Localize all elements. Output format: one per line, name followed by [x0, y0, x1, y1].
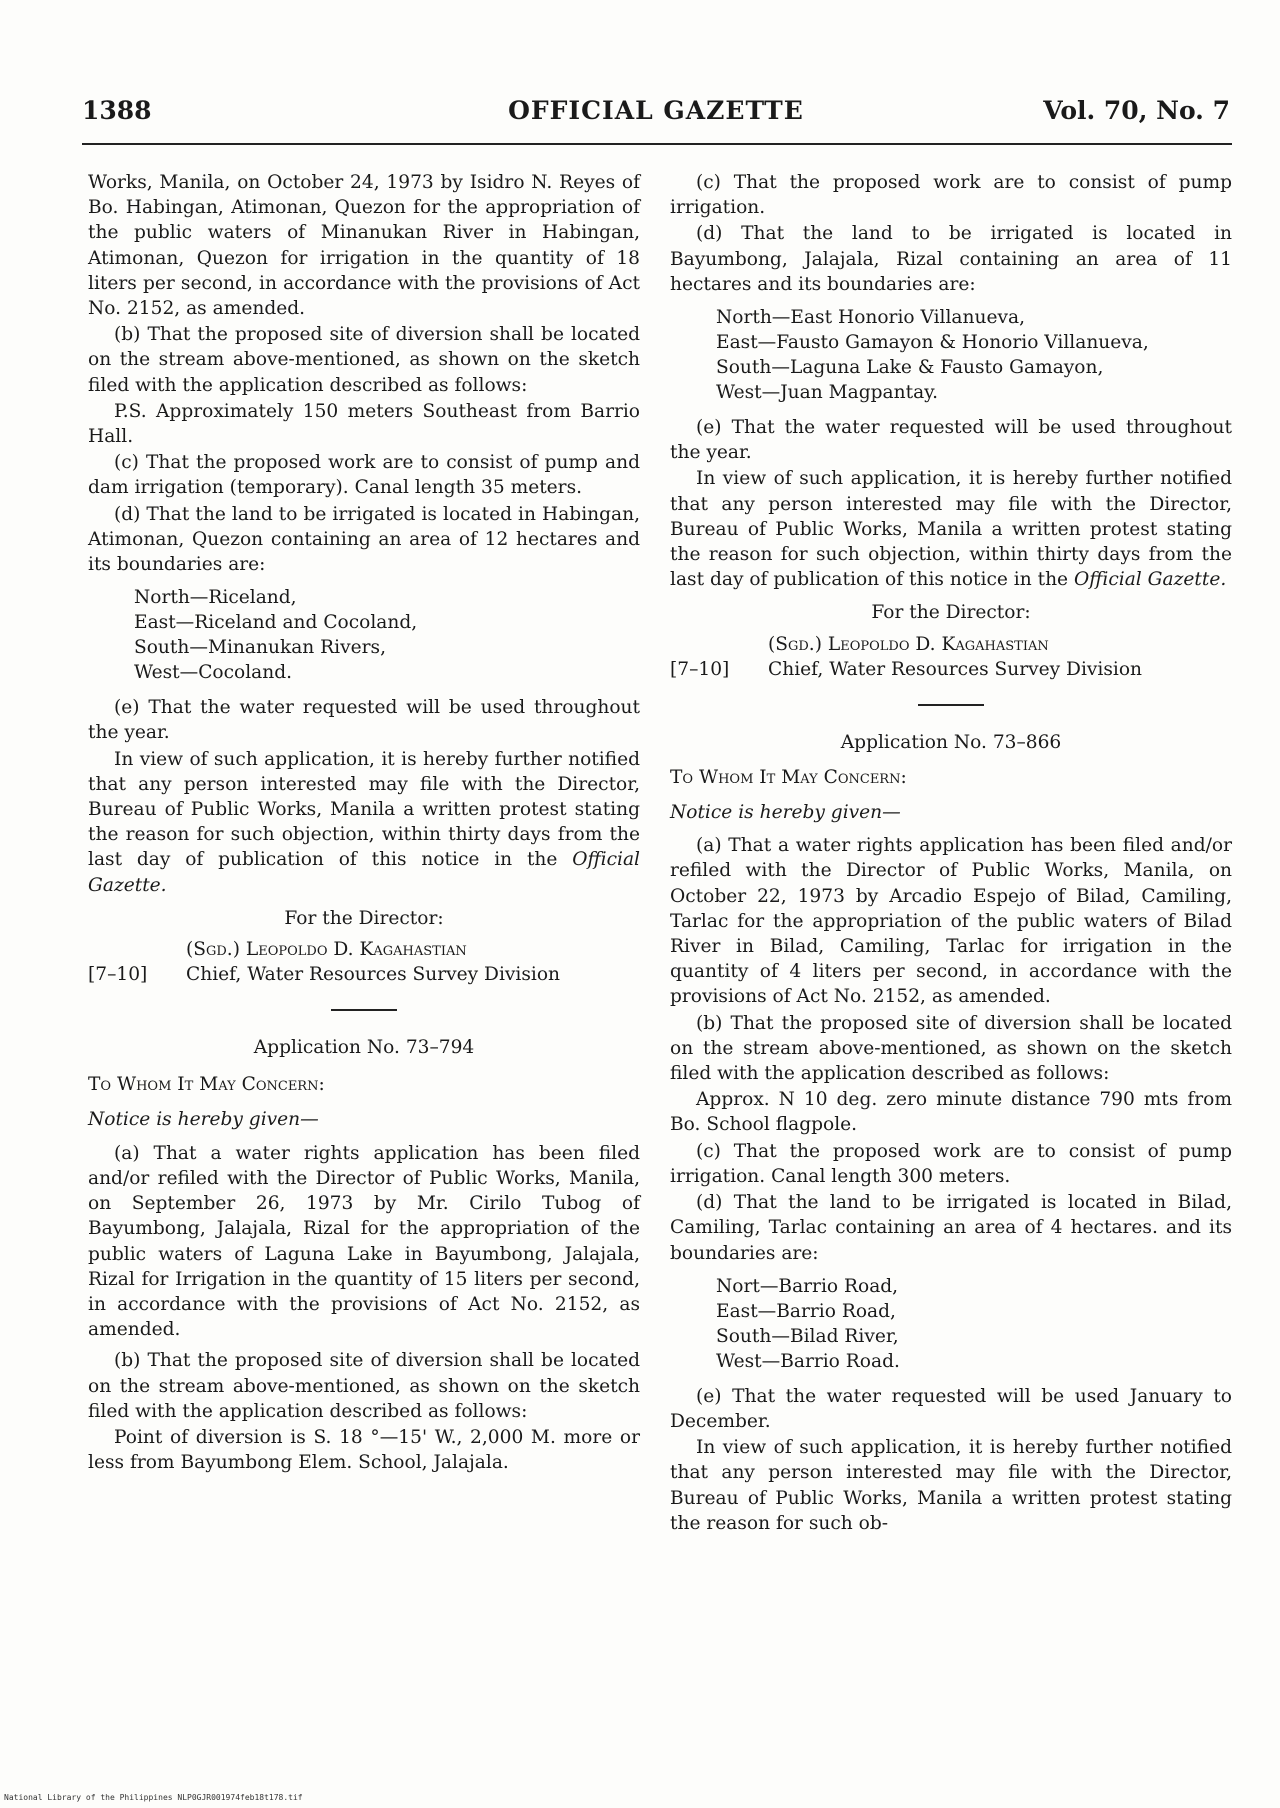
page-header: [82, 96, 1230, 136]
salutation: To Whom It May Concern:: [88, 1074, 325, 1096]
paragraph: (c) That the proposed work are to consist of pump irrigation. Canal length 300 meters.: [670, 1140, 1232, 1187]
signatory: (Sgd.) Leopoldo D. Kagahastian: [768, 633, 1049, 655]
paragraph: Point of diversion is S. 18 °—15' W., 2,000 M. more or less from Bayumbong Elem. School, Jalajala.: [88, 1426, 640, 1474]
issue-ref: [7–10]: [88, 964, 148, 986]
gazette-name: Official Gazette.: [1073, 569, 1227, 591]
paragraph: (d) That the land to be irrigated is located in Habingan, Atimonan, Quezon containing an area of 12 hectares and its boundaries are:: [88, 503, 640, 576]
paragraph-text: In view of such application, it is hereby further notified that any person interested may file with the Director, Bureau of Public Works, Manila a written protest stating the reason for such objection, within thirty days from the last day of publication of this notice in the: [88, 748, 640, 871]
application-title: Application No. 73–866: [840, 731, 1062, 753]
left-column: [88, 170, 640, 1476]
paragraph: [670, 466, 1232, 592]
boundaries-list: [716, 1274, 1232, 1374]
signatory-title: Chief, Water Resources Survey Division: [768, 658, 1143, 680]
paragraph: (a) That a water rights application has been filed and/or refiled with the Director of Public Works, Manila, on September 26, 1973 by Mr. Cirilo Tubog of Bayumbong, Jalajala, Rizal for the appropriation of the public waters of Laguna Lake in Bayumbong, Jalajala, Rizal for Irrigation in the quantity of 15 liters per second, in accordance with the provisions of Act No. 2152, as amended.: [88, 1142, 640, 1341]
boundary-item: West—Juan Magpantay.: [716, 382, 939, 404]
paragraph: (a) That a water rights application has been filed and/or refiled with the Director of Public Works, Manila, on October 22, 1973 by Arcadio Espejo of Bilad, Camiling, Tarlac for the appropriation of the public waters of Bilad River in Bilad, Camiling, Tarlac for irrigation in the quantity of 4 liters per second, in accordance with the provisions of Act No. 2152, as amended.: [670, 835, 1232, 1008]
boundaries-list: [134, 585, 640, 685]
boundary-item: East—Fausto Gamayon & Honorio Villanueva,: [716, 332, 1149, 354]
scan-footer: National Library of the Philippines NLP0GJR001974feb18t178.tif: [4, 1793, 303, 1802]
paragraph: Works, Manila, on October 24, 1973 by Isidro N. Reyes of Bo. Habingan, Atimonan, Quezon for the appropriation of the public waters of Minanukan River in Habingan, Atimonan, Quezon for irrigation in the quantity of 18 liters per second, in accordance with the provisions of Act No. 2152, as amended.: [88, 172, 640, 320]
paragraph: (b) That the proposed site of diversion shall be located on the stream above-mentioned, as shown on the sketch filed with the application described as follows:: [88, 1350, 640, 1422]
paragraph: (d) That the land to be irrigated is located in Bayumbong, Jalajala, Rizal containing an area of 11 hectares and its boundaries are:: [670, 223, 1232, 295]
paragraph: (c) That the proposed work are to consist of pump and dam irrigation (temporary). Canal length 35 meters.: [88, 452, 640, 499]
section-divider: [331, 1009, 397, 1011]
page-number: 1388: [82, 96, 152, 125]
section-divider: [918, 704, 984, 706]
gazette-name: Official Gazette.: [88, 849, 640, 896]
for-director: For the Director:: [284, 907, 444, 929]
paragraph: (d) That the land to be irrigated is located in Bilad, Camiling, Tarlac containing an area of 4 hectares. and its boundaries are:: [670, 1192, 1232, 1264]
boundary-item: South—Laguna Lake & Fausto Gamayon,: [716, 357, 1104, 379]
paragraph: Approx. N 10 deg. zero minute distance 790 mts from Bo. School flagpole.: [670, 1089, 1232, 1136]
paragraph: (b) That the proposed site of diversion shall be located on the stream above-mentioned, as shown on the sketch filed with the application described as follows:: [88, 324, 640, 396]
boundary-item: East—Barrio Road,: [716, 1300, 896, 1322]
signature-block: [670, 632, 1232, 682]
volume-number: Vol. 70, No. 7: [1043, 96, 1230, 125]
signatory-title: Chief, Water Resources Survey Division: [186, 964, 561, 986]
paragraph-text: In view of such application, it is hereby further notified that any person interested may file with the Director, Bureau of Public Works, Manila a written protest stating the reason for such objection, within thirty days from the last day of publication of this notice in the: [670, 468, 1232, 591]
paragraph: (e) That the water requested will be used throughout the year.: [670, 417, 1232, 464]
publication-title: OFFICIAL GAZETTE: [508, 96, 804, 125]
salutation: To Whom It May Concern:: [670, 766, 907, 788]
paragraph: In view of such application, it is hereby further notified that any person interested may file with the Director, Bureau of Public Works, Manila a written protest stating the reason for such ob-: [670, 1437, 1232, 1534]
paragraph: (e) That the water requested will be used January to December.: [670, 1385, 1232, 1432]
boundaries-list: [716, 305, 1232, 405]
paragraph: [88, 747, 640, 898]
signature-block: [88, 937, 640, 987]
right-column: [670, 170, 1232, 1537]
notice-line: Notice is hereby given—: [670, 802, 901, 824]
boundary-item: South—Minanukan Rivers,: [134, 637, 386, 659]
boundary-item: South—Bilad River,: [716, 1325, 899, 1347]
boundary-item: West—Barrio Road.: [716, 1350, 900, 1372]
paragraph: P.S. Approximately 150 meters Southeast from Barrio Hall.: [88, 400, 640, 448]
paragraph: (c) That the proposed work are to consist of pump irrigation.: [670, 172, 1232, 219]
paragraph: (e) That the water requested will be used throughout the year.: [88, 697, 640, 744]
boundary-item: East—Riceland and Cocoland,: [134, 612, 418, 634]
header-rule: [82, 143, 1232, 145]
boundary-item: West—Cocoland.: [134, 662, 293, 684]
for-director: For the Director:: [871, 602, 1031, 624]
boundary-item: North—Riceland,: [134, 587, 297, 609]
issue-ref: [7–10]: [670, 658, 730, 680]
paragraph: (b) That the proposed site of diversion shall be located on the stream above-mentioned, as shown on the sketch filed with the application described as follows:: [670, 1012, 1232, 1085]
boundary-item: North—East Honorio Villanueva,: [716, 307, 1025, 329]
boundary-item: Nort—Barrio Road,: [716, 1275, 899, 1297]
signatory: (Sgd.) Leopoldo D. Kagahastian: [186, 939, 467, 961]
notice-line: Notice is hereby given—: [88, 1109, 319, 1131]
application-title: Application No. 73–794: [253, 1037, 475, 1059]
